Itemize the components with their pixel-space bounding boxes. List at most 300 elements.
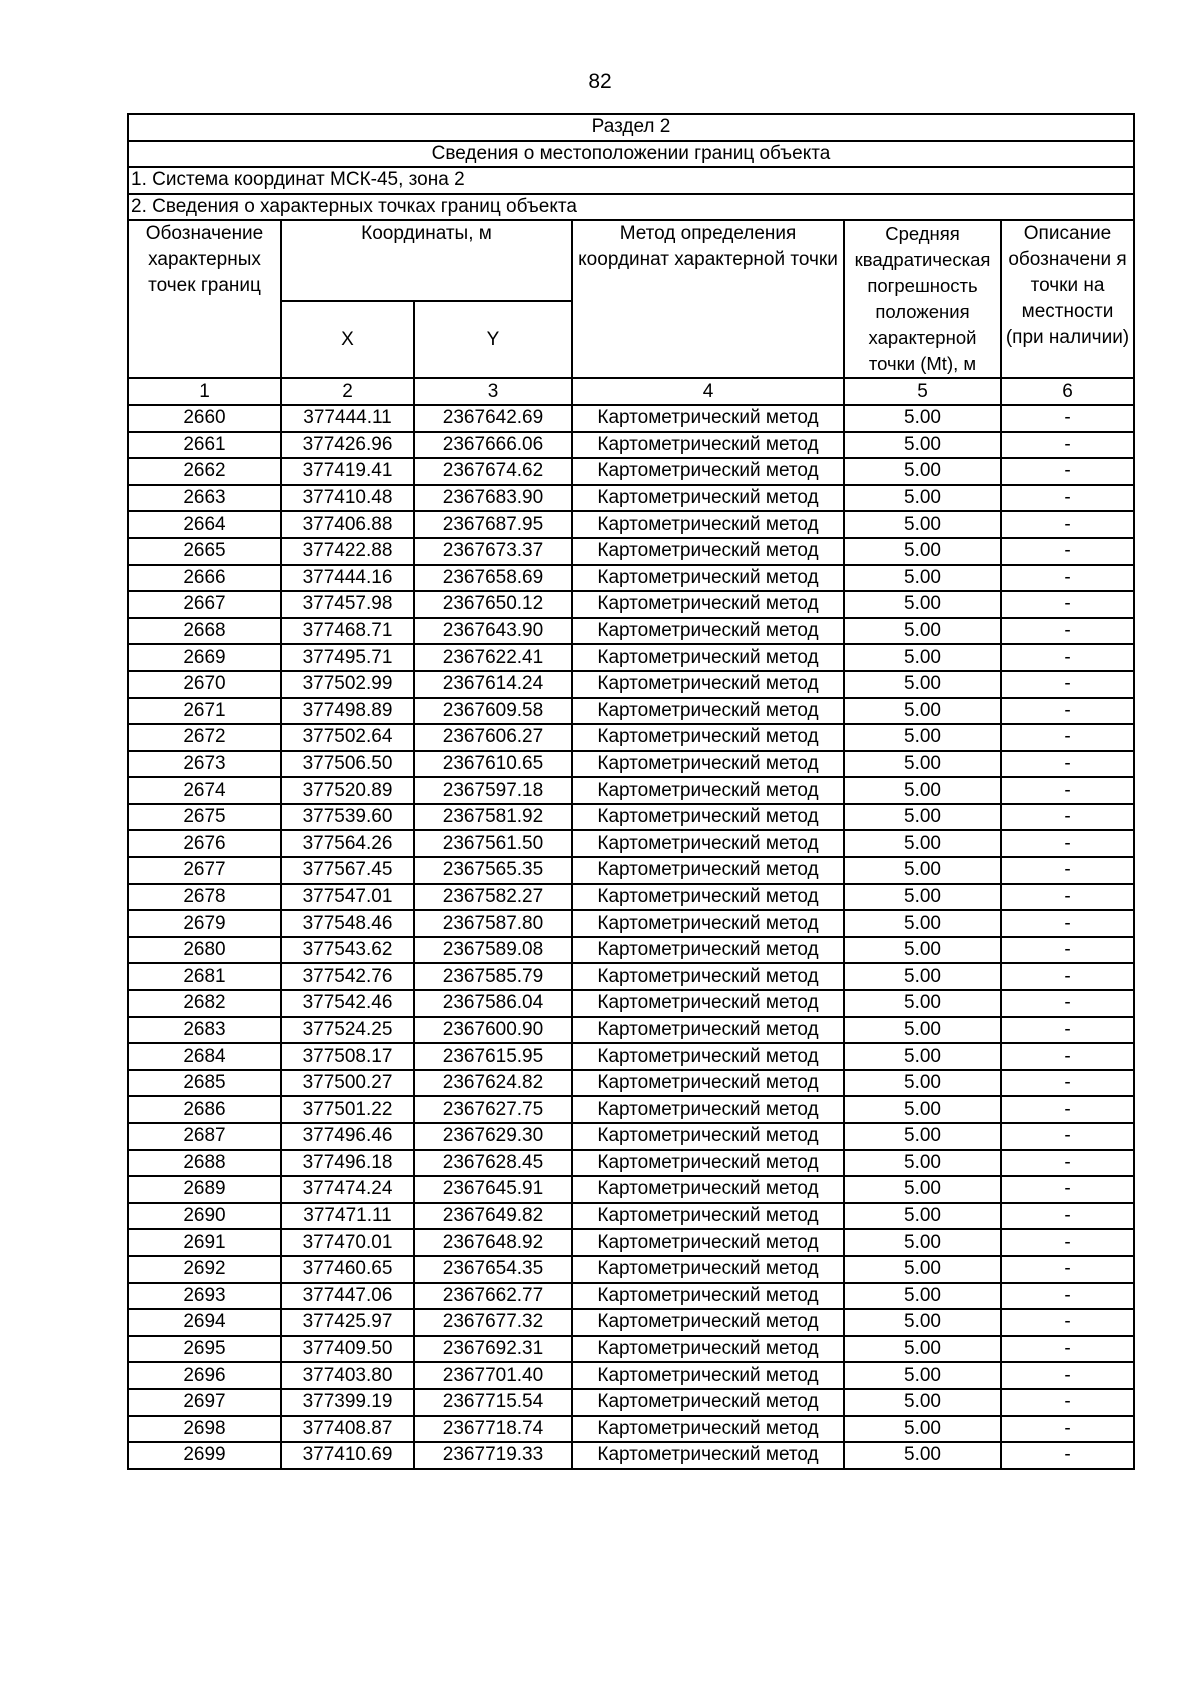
y-coordinate-cell: 2367615.95 <box>414 1043 572 1070</box>
description-cell: - <box>1001 1416 1134 1443</box>
x-coordinate-cell: 377444.16 <box>281 565 414 592</box>
coordinate-system-row <box>128 167 1134 194</box>
table-row <box>128 910 1134 937</box>
x-coordinate-cell: 377542.76 <box>281 963 414 990</box>
y-coordinate-cell: 2367587.80 <box>414 910 572 937</box>
mean-error-cell: 5.00 <box>844 1203 1001 1230</box>
y-coordinate-cell: 2367658.69 <box>414 565 572 592</box>
table-row <box>128 698 1134 725</box>
description-cell: - <box>1001 857 1134 884</box>
x-coordinate-cell: 377425.97 <box>281 1309 414 1336</box>
point-id-cell: 2687 <box>128 1123 281 1150</box>
point-id-cell: 2668 <box>128 618 281 645</box>
y-coordinate-cell: 2367683.90 <box>414 485 572 512</box>
method-cell: Картометрический метод <box>572 1176 844 1203</box>
point-id-cell: 2665 <box>128 538 281 565</box>
mean-error-cell: 5.00 <box>844 884 1001 911</box>
table-row <box>128 857 1134 884</box>
y-coordinate-cell: 2367715.54 <box>414 1389 572 1416</box>
method-cell: Картометрический метод <box>572 1229 844 1256</box>
y-coordinate-cell: 2367654.35 <box>414 1256 572 1283</box>
x-coordinate-cell: 377506.50 <box>281 751 414 778</box>
method-cell: Картометрический метод <box>572 565 844 592</box>
y-coordinate-cell: 2367624.82 <box>414 1070 572 1097</box>
table-row <box>128 751 1134 778</box>
y-coordinate-cell: 2367701.40 <box>414 1362 572 1389</box>
table-row <box>128 565 1134 592</box>
table-row <box>128 1070 1134 1097</box>
description-cell: - <box>1001 644 1134 671</box>
point-id-cell: 2679 <box>128 910 281 937</box>
mean-error-cell: 5.00 <box>844 1336 1001 1363</box>
mean-error-cell: 5.00 <box>844 990 1001 1017</box>
description-cell: - <box>1001 565 1134 592</box>
y-coordinate-cell: 2367648.92 <box>414 1229 572 1256</box>
mean-error-cell: 5.00 <box>844 591 1001 618</box>
x-coordinate-cell: 377457.98 <box>281 591 414 618</box>
method-cell: Картометрический метод <box>572 1309 844 1336</box>
point-id-cell: 2685 <box>128 1070 281 1097</box>
method-cell: Картометрический метод <box>572 405 844 432</box>
point-id-cell: 2671 <box>128 698 281 725</box>
table-row <box>128 1203 1134 1230</box>
table-row <box>128 432 1134 459</box>
table-row <box>128 1123 1134 1150</box>
description-cell: - <box>1001 1336 1134 1363</box>
description-cell: - <box>1001 511 1134 538</box>
mean-error-cell: 5.00 <box>844 1043 1001 1070</box>
x-coordinate-cell: 377495.71 <box>281 644 414 671</box>
point-id-cell: 2667 <box>128 591 281 618</box>
points-info-title: 2. Сведения о характерных точках границ объекта <box>128 194 1134 221</box>
description-cell: - <box>1001 1123 1134 1150</box>
header-mean-error: Средняя квадратическая погрешность положения характерной точки (Mt), м <box>844 220 1001 378</box>
description-cell: - <box>1001 884 1134 911</box>
description-cell: - <box>1001 1283 1134 1310</box>
x-coordinate-cell: 377567.45 <box>281 857 414 884</box>
method-cell: Картометрический метод <box>572 698 844 725</box>
description-cell: - <box>1001 618 1134 645</box>
mean-error-cell: 5.00 <box>844 671 1001 698</box>
point-id-cell: 2675 <box>128 804 281 831</box>
table-row <box>128 671 1134 698</box>
point-id-cell: 2677 <box>128 857 281 884</box>
description-cell: - <box>1001 698 1134 725</box>
header-point-designation: Обозначение характерных точек границ <box>128 220 281 378</box>
column-number: 2 <box>281 378 414 405</box>
method-cell: Картометрический метод <box>572 644 844 671</box>
table-row <box>128 458 1134 485</box>
x-coordinate-cell: 377508.17 <box>281 1043 414 1070</box>
x-coordinate-cell: 377408.87 <box>281 1416 414 1443</box>
mean-error-cell: 5.00 <box>844 1123 1001 1150</box>
boundary-points-table <box>127 113 1135 1470</box>
method-cell: Картометрический метод <box>572 591 844 618</box>
method-cell: Картометрический метод <box>572 1362 844 1389</box>
point-id-cell: 2693 <box>128 1283 281 1310</box>
mean-error-cell: 5.00 <box>844 1442 1001 1469</box>
point-id-cell: 2664 <box>128 511 281 538</box>
column-numbers-row <box>128 378 1134 405</box>
mean-error-cell: 5.00 <box>844 724 1001 751</box>
mean-error-cell: 5.00 <box>844 432 1001 459</box>
point-id-cell: 2680 <box>128 937 281 964</box>
point-id-cell: 2684 <box>128 1043 281 1070</box>
point-id-cell: 2694 <box>128 1309 281 1336</box>
table-row <box>128 1283 1134 1310</box>
y-coordinate-cell: 2367606.27 <box>414 724 572 751</box>
description-cell: - <box>1001 1043 1134 1070</box>
x-coordinate-cell: 377500.27 <box>281 1070 414 1097</box>
header-y: Y <box>414 301 572 378</box>
method-cell: Картометрический метод <box>572 1203 844 1230</box>
header-coordinates: Координаты, м <box>281 220 572 301</box>
column-number: 1 <box>128 378 281 405</box>
x-coordinate-cell: 377542.46 <box>281 990 414 1017</box>
mean-error-cell: 5.00 <box>844 485 1001 512</box>
table-row <box>128 1017 1134 1044</box>
description-cell: - <box>1001 405 1134 432</box>
description-cell: - <box>1001 830 1134 857</box>
method-cell: Картометрический метод <box>572 1096 844 1123</box>
method-cell: Картометрический метод <box>572 1256 844 1283</box>
method-cell: Картометрический метод <box>572 751 844 778</box>
mean-error-cell: 5.00 <box>844 804 1001 831</box>
point-id-cell: 2678 <box>128 884 281 911</box>
y-coordinate-cell: 2367692.31 <box>414 1336 572 1363</box>
y-coordinate-cell: 2367610.65 <box>414 751 572 778</box>
point-id-cell: 2688 <box>128 1150 281 1177</box>
x-coordinate-cell: 377471.11 <box>281 1203 414 1230</box>
mean-error-cell: 5.00 <box>844 1362 1001 1389</box>
table-row <box>128 1442 1134 1469</box>
y-coordinate-cell: 2367597.18 <box>414 777 572 804</box>
column-number: 3 <box>414 378 572 405</box>
point-id-cell: 2672 <box>128 724 281 751</box>
column-number: 4 <box>572 378 844 405</box>
point-id-cell: 2670 <box>128 671 281 698</box>
description-cell: - <box>1001 751 1134 778</box>
x-coordinate-cell: 377547.01 <box>281 884 414 911</box>
y-coordinate-cell: 2367581.92 <box>414 804 572 831</box>
table-row <box>128 591 1134 618</box>
mean-error-cell: 5.00 <box>844 644 1001 671</box>
method-cell: Картометрический метод <box>572 1070 844 1097</box>
mean-error-cell: 5.00 <box>844 511 1001 538</box>
x-coordinate-cell: 377460.65 <box>281 1256 414 1283</box>
mean-error-cell: 5.00 <box>844 458 1001 485</box>
mean-error-cell: 5.00 <box>844 1017 1001 1044</box>
description-cell: - <box>1001 432 1134 459</box>
table-row <box>128 618 1134 645</box>
coordinate-system: 1. Система координат МСК-45, зона 2 <box>128 167 1134 194</box>
y-coordinate-cell: 2367650.12 <box>414 591 572 618</box>
mean-error-cell: 5.00 <box>844 777 1001 804</box>
table-row <box>128 1336 1134 1363</box>
x-coordinate-cell: 377543.62 <box>281 937 414 964</box>
y-coordinate-cell: 2367589.08 <box>414 937 572 964</box>
table-row <box>128 511 1134 538</box>
method-cell: Картометрический метод <box>572 1283 844 1310</box>
method-cell: Картометрический метод <box>572 963 844 990</box>
y-coordinate-cell: 2367642.69 <box>414 405 572 432</box>
mean-error-cell: 5.00 <box>844 1389 1001 1416</box>
mean-error-cell: 5.00 <box>844 698 1001 725</box>
x-coordinate-cell: 377502.64 <box>281 724 414 751</box>
point-id-cell: 2683 <box>128 1017 281 1044</box>
x-coordinate-cell: 377410.48 <box>281 485 414 512</box>
method-cell: Картометрический метод <box>572 724 844 751</box>
description-cell: - <box>1001 724 1134 751</box>
table-row <box>128 538 1134 565</box>
table-row <box>128 963 1134 990</box>
description-cell: - <box>1001 1150 1134 1177</box>
description-cell: - <box>1001 1389 1134 1416</box>
point-id-cell: 2661 <box>128 432 281 459</box>
table-row <box>128 1309 1134 1336</box>
x-coordinate-cell: 377474.24 <box>281 1176 414 1203</box>
x-coordinate-cell: 377468.71 <box>281 618 414 645</box>
description-cell: - <box>1001 1362 1134 1389</box>
y-coordinate-cell: 2367687.95 <box>414 511 572 538</box>
method-cell: Картометрический метод <box>572 884 844 911</box>
y-coordinate-cell: 2367565.35 <box>414 857 572 884</box>
method-cell: Картометрический метод <box>572 857 844 884</box>
y-coordinate-cell: 2367674.62 <box>414 458 572 485</box>
description-cell: - <box>1001 1256 1134 1283</box>
point-id-cell: 2692 <box>128 1256 281 1283</box>
mean-error-cell: 5.00 <box>844 1176 1001 1203</box>
y-coordinate-cell: 2367662.77 <box>414 1283 572 1310</box>
method-cell: Картометрический метод <box>572 671 844 698</box>
y-coordinate-cell: 2367561.50 <box>414 830 572 857</box>
x-coordinate-cell: 377444.11 <box>281 405 414 432</box>
description-cell: - <box>1001 1070 1134 1097</box>
point-id-cell: 2695 <box>128 1336 281 1363</box>
method-cell: Картометрический метод <box>572 910 844 937</box>
table-row <box>128 644 1134 671</box>
table-row <box>128 1096 1134 1123</box>
mean-error-cell: 5.00 <box>844 1150 1001 1177</box>
table-row <box>128 1176 1134 1203</box>
y-coordinate-cell: 2367643.90 <box>414 618 572 645</box>
description-cell: - <box>1001 1017 1134 1044</box>
point-id-cell: 2697 <box>128 1389 281 1416</box>
point-id-cell: 2689 <box>128 1176 281 1203</box>
point-id-cell: 2663 <box>128 485 281 512</box>
description-cell: - <box>1001 963 1134 990</box>
mean-error-cell: 5.00 <box>844 1256 1001 1283</box>
mean-error-cell: 5.00 <box>844 830 1001 857</box>
x-coordinate-cell: 377496.46 <box>281 1123 414 1150</box>
table-row <box>128 485 1134 512</box>
method-cell: Картометрический метод <box>572 990 844 1017</box>
y-coordinate-cell: 2367649.82 <box>414 1203 572 1230</box>
mean-error-cell: 5.00 <box>844 751 1001 778</box>
method-cell: Картометрический метод <box>572 777 844 804</box>
description-cell: - <box>1001 937 1134 964</box>
table-row <box>128 777 1134 804</box>
description-cell: - <box>1001 1442 1134 1469</box>
y-coordinate-cell: 2367585.79 <box>414 963 572 990</box>
y-coordinate-cell: 2367673.37 <box>414 538 572 565</box>
header-x: X <box>281 301 414 378</box>
method-cell: Картометрический метод <box>572 1043 844 1070</box>
x-coordinate-cell: 377548.46 <box>281 910 414 937</box>
description-cell: - <box>1001 804 1134 831</box>
description-cell: - <box>1001 1309 1134 1336</box>
table-row <box>128 830 1134 857</box>
x-coordinate-cell: 377496.18 <box>281 1150 414 1177</box>
header-description: Описание обозначени я точки на местности (при наличии) <box>1001 220 1134 378</box>
y-coordinate-cell: 2367627.75 <box>414 1096 572 1123</box>
column-number: 6 <box>1001 378 1134 405</box>
header-method: Метод определения координат характерной точки <box>572 220 844 378</box>
mean-error-cell: 5.00 <box>844 405 1001 432</box>
point-id-cell: 2699 <box>128 1442 281 1469</box>
table-row <box>128 1389 1134 1416</box>
method-cell: Картометрический метод <box>572 804 844 831</box>
x-coordinate-cell: 377470.01 <box>281 1229 414 1256</box>
header-row <box>128 220 1134 301</box>
x-coordinate-cell: 377502.99 <box>281 671 414 698</box>
y-coordinate-cell: 2367719.33 <box>414 1442 572 1469</box>
table-row <box>128 1416 1134 1443</box>
y-coordinate-cell: 2367677.32 <box>414 1309 572 1336</box>
point-id-cell: 2682 <box>128 990 281 1017</box>
section-title: Раздел 2 <box>128 114 1134 141</box>
x-coordinate-cell: 377447.06 <box>281 1283 414 1310</box>
method-cell: Картометрический метод <box>572 511 844 538</box>
mean-error-cell: 5.00 <box>844 857 1001 884</box>
y-coordinate-cell: 2367629.30 <box>414 1123 572 1150</box>
mean-error-cell: 5.00 <box>844 910 1001 937</box>
x-coordinate-cell: 377406.88 <box>281 511 414 538</box>
description-cell: - <box>1001 1203 1134 1230</box>
y-coordinate-cell: 2367718.74 <box>414 1416 572 1443</box>
point-id-cell: 2669 <box>128 644 281 671</box>
y-coordinate-cell: 2367586.04 <box>414 990 572 1017</box>
point-id-cell: 2696 <box>128 1362 281 1389</box>
description-cell: - <box>1001 910 1134 937</box>
point-id-cell: 2662 <box>128 458 281 485</box>
point-id-cell: 2666 <box>128 565 281 592</box>
y-coordinate-cell: 2367622.41 <box>414 644 572 671</box>
description-cell: - <box>1001 485 1134 512</box>
point-id-cell: 2674 <box>128 777 281 804</box>
method-cell: Картометрический метод <box>572 458 844 485</box>
x-coordinate-cell: 377403.80 <box>281 1362 414 1389</box>
x-coordinate-cell: 377520.89 <box>281 777 414 804</box>
method-cell: Картометрический метод <box>572 1442 844 1469</box>
method-cell: Картометрический метод <box>572 1416 844 1443</box>
table-row <box>128 405 1134 432</box>
table-row <box>128 1256 1134 1283</box>
mean-error-cell: 5.00 <box>844 937 1001 964</box>
table-row <box>128 804 1134 831</box>
method-cell: Картометрический метод <box>572 1389 844 1416</box>
table-row <box>128 1043 1134 1070</box>
description-cell: - <box>1001 458 1134 485</box>
x-coordinate-cell: 377410.69 <box>281 1442 414 1469</box>
x-coordinate-cell: 377564.26 <box>281 830 414 857</box>
y-coordinate-cell: 2367614.24 <box>414 671 572 698</box>
method-cell: Картометрический метод <box>572 830 844 857</box>
point-id-cell: 2676 <box>128 830 281 857</box>
column-number: 5 <box>844 378 1001 405</box>
x-coordinate-cell: 377426.96 <box>281 432 414 459</box>
point-id-cell: 2681 <box>128 963 281 990</box>
mean-error-cell: 5.00 <box>844 1070 1001 1097</box>
mean-error-cell: 5.00 <box>844 1229 1001 1256</box>
mean-error-cell: 5.00 <box>844 538 1001 565</box>
mean-error-cell: 5.00 <box>844 1309 1001 1336</box>
point-id-cell: 2690 <box>128 1203 281 1230</box>
mean-error-cell: 5.00 <box>844 1096 1001 1123</box>
y-coordinate-cell: 2367582.27 <box>414 884 572 911</box>
mean-error-cell: 5.00 <box>844 1283 1001 1310</box>
table-row <box>128 1150 1134 1177</box>
method-cell: Картометрический метод <box>572 937 844 964</box>
section-subtitle: Сведения о местоположении границ объекта <box>128 141 1134 168</box>
method-cell: Картометрический метод <box>572 538 844 565</box>
table-row <box>128 1362 1134 1389</box>
point-id-cell: 2660 <box>128 405 281 432</box>
x-coordinate-cell: 377498.89 <box>281 698 414 725</box>
x-coordinate-cell: 377399.19 <box>281 1389 414 1416</box>
x-coordinate-cell: 377539.60 <box>281 804 414 831</box>
method-cell: Картометрический метод <box>572 485 844 512</box>
x-coordinate-cell: 377524.25 <box>281 1017 414 1044</box>
section-title-row <box>128 114 1134 141</box>
description-cell: - <box>1001 990 1134 1017</box>
x-coordinate-cell: 377422.88 <box>281 538 414 565</box>
mean-error-cell: 5.00 <box>844 565 1001 592</box>
table-row <box>128 990 1134 1017</box>
method-cell: Картометрический метод <box>572 1123 844 1150</box>
y-coordinate-cell: 2367666.06 <box>414 432 572 459</box>
y-coordinate-cell: 2367600.90 <box>414 1017 572 1044</box>
table-row <box>128 724 1134 751</box>
method-cell: Картометрический метод <box>572 1017 844 1044</box>
x-coordinate-cell: 377419.41 <box>281 458 414 485</box>
mean-error-cell: 5.00 <box>844 963 1001 990</box>
description-cell: - <box>1001 538 1134 565</box>
point-id-cell: 2673 <box>128 751 281 778</box>
point-id-cell: 2691 <box>128 1229 281 1256</box>
y-coordinate-cell: 2367645.91 <box>414 1176 572 1203</box>
description-cell: - <box>1001 777 1134 804</box>
table-row <box>128 1229 1134 1256</box>
table-row <box>128 884 1134 911</box>
table-row <box>128 937 1134 964</box>
x-coordinate-cell: 377409.50 <box>281 1336 414 1363</box>
description-cell: - <box>1001 1096 1134 1123</box>
point-id-cell: 2686 <box>128 1096 281 1123</box>
method-cell: Картометрический метод <box>572 432 844 459</box>
method-cell: Картометрический метод <box>572 1336 844 1363</box>
method-cell: Картометрический метод <box>572 1150 844 1177</box>
y-coordinate-cell: 2367628.45 <box>414 1150 572 1177</box>
description-cell: - <box>1001 1176 1134 1203</box>
description-cell: - <box>1001 671 1134 698</box>
method-cell: Картометрический метод <box>572 618 844 645</box>
description-cell: - <box>1001 591 1134 618</box>
point-id-cell: 2698 <box>128 1416 281 1443</box>
points-info-row <box>128 194 1134 221</box>
section-subtitle-row <box>128 141 1134 168</box>
mean-error-cell: 5.00 <box>844 618 1001 645</box>
